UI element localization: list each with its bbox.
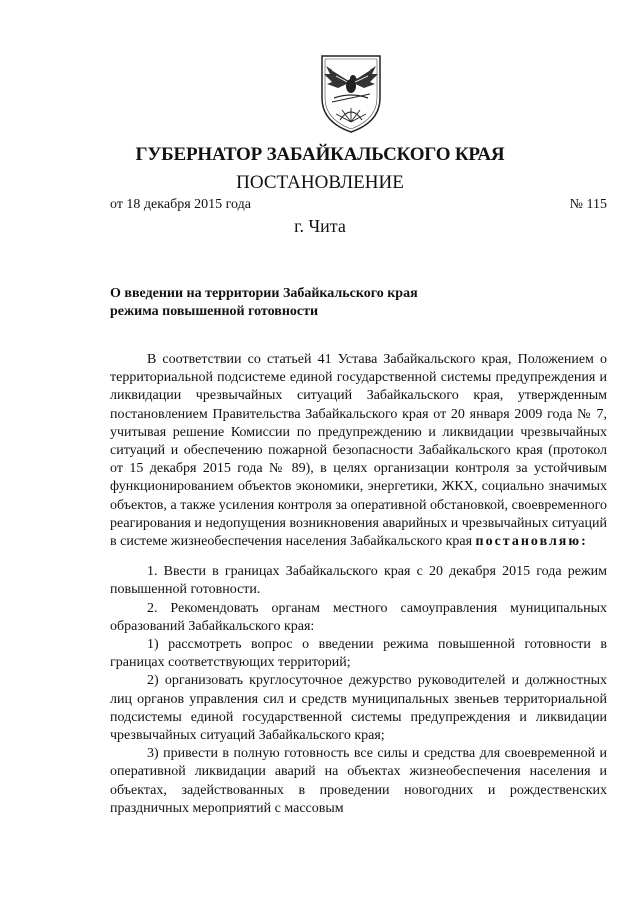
subject-line: режима повышенной готовности — [110, 304, 319, 319]
clause-paragraph: 2) организовать круглосуточное дежурство руководителей и должностных лиц органов управления сил и средств муниципальных звеньев территориальной подсистемы единой государственной системы предупреждения и ликвидации чрезвычайных ситуаций Забайкальского края; — [110, 673, 607, 744]
preamble-text: В соответствии со статьей 41 Устава Забайкальского края, Положением о территориальной подсистеме единой государственной системы предупреждения и ликвидации чрезвычайных ситуаций Забайкальского края, утвержденным постановлением Правительства Забайкальского края от 20 января 2009 года № 7, учитывая решение Комиссии по предупреждению и ликвидации чрезвычайных ситуаций и обеспечению пожарной безопасности Забайкальского края (протокол от 15 декабря 2015 года № 89), в целях организации контроля за устойчивым функционированием объектов экономики, энергетики, ЖКХ, социально значимых объектов, а также усиления контроля за оперативной обстановкой, своевременного реагирования и недопущения возникновения аварийных и чрезвычайных ситуаций в системе жизнеобеспечения населения Забайкальского края — [110, 352, 607, 550]
authority-title: ГУБЕРНАТОР ЗАБАЙКАЛЬСКОГО КРАЯ — [135, 144, 505, 165]
subject-line: О введении на территории Забайкальского края — [110, 286, 418, 301]
document-body — [110, 351, 607, 818]
document-number: № 115 — [569, 197, 607, 212]
document-type: ПОСТАНОВЛЕНИЕ — [236, 172, 404, 193]
clause-paragraph: 1) рассмотреть вопрос о введении режима повышенной готовности в границах соответствующих территорий; — [110, 637, 607, 671]
clause-paragraph: 1. Ввести в границах Забайкальского края с 20 декабря 2015 года режим повышенной готовности. — [110, 564, 607, 598]
clause-paragraph: 3) привести в полную готовность все силы и средства для своевременной и оперативной ликвидации аварий на объектах жизнеобеспечения населения и объектах, задействованных в проведении новогодних и рождественских праздничных мероприятий с массовым — [110, 746, 607, 816]
document-city: г. Чита — [294, 216, 346, 236]
coat-of-arms-icon — [318, 52, 384, 134]
document-date: от 18 декабря 2015 года — [110, 197, 251, 212]
decree-word: постановляю: — [475, 534, 588, 550]
clause-paragraph: 2. Рекомендовать органам местного самоуправления муниципальных образований Забайкальского края: — [110, 600, 607, 634]
document-subject — [110, 285, 510, 321]
preamble-paragraph — [110, 351, 607, 551]
